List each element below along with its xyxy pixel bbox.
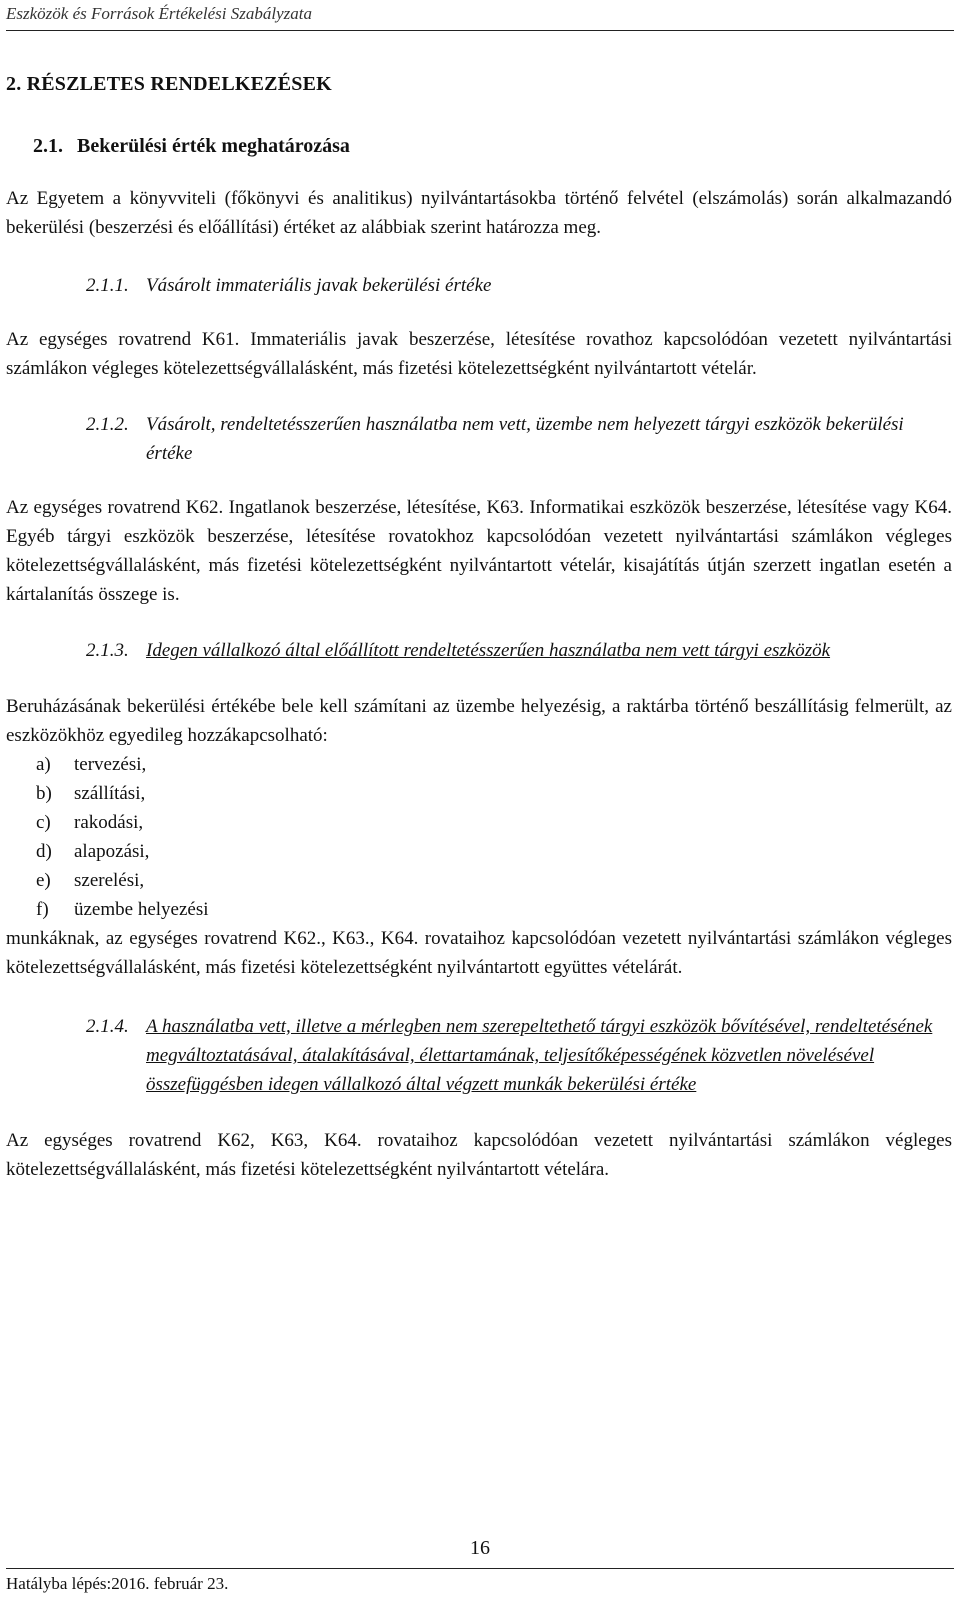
item-body-2-1-2: Az egységes rovatrend K62. Ingatlanok beszerzése, létesítése, K63. Informatikai eszközök beszerzése, létesítése vagy K64. Egyéb tárgyi eszközök beszerzése, létesítése rovatokhoz kapcsolódóan vezetett nyilvántartási számlákon végleges kötelezettségvállalásként, más fizetési kötelezettségként nyilvántartott vételár, kisajátítás útján szerzett ingatlan esetén a kártalanítás összege is. <box>6 497 952 605</box>
item-number: 2.1.3. <box>86 640 129 661</box>
running-header: Eszközök és Források Értékelési Szabályzata <box>6 4 954 31</box>
item-heading-2-1-2 <box>86 410 952 468</box>
item-number: 2.1.2. <box>86 414 129 435</box>
subsection-number: 2.1. <box>33 135 63 157</box>
item-heading-2-1-4 <box>86 1012 952 1099</box>
section-heading: 2. RÉSZLETES RENDELKEZÉSEK <box>6 73 332 95</box>
list-item: f) üzembe helyezési <box>36 899 209 920</box>
document-body <box>6 62 952 1184</box>
item-title: Idegen vállalkozó által előállított rendeltetésszerűen használatba nem vett tárgyi eszközök <box>146 640 831 661</box>
list-item: e) szerelési, <box>36 870 145 891</box>
item-number: 2.1.1. <box>86 275 129 296</box>
item-title: Vásárolt, rendeltetésszerűen használatba nem vett, üzembe nem helyezett tárgyi eszközök bekerülési értéke <box>146 414 904 464</box>
page-number: 16 <box>470 1537 490 1559</box>
cost-list <box>6 750 952 924</box>
item-number: 2.1.4. <box>86 1016 129 1037</box>
list-item: a) tervezési, <box>36 754 147 775</box>
item-heading-2-1-1 <box>86 271 952 300</box>
list-item: c) rakodási, <box>36 812 144 833</box>
effective-date: Hatályba lépés:2016. február 23. <box>6 1568 954 1594</box>
subsection-title: Bekerülési érték meghatározása <box>77 135 350 157</box>
item-heading-2-1-3 <box>86 636 952 665</box>
subsection-heading <box>33 135 952 158</box>
item-title: Vásárolt immateriális javak bekerülési értéke <box>146 275 492 296</box>
item-body-2-1-3: Beruházásának bekerülési értékébe bele kell számítani az üzembe helyezésig, a raktárba történő beszállításig felmerült, az eszközökhöz egyedileg hozzákapcsolható: <box>6 696 952 746</box>
intro-paragraph: Az Egyetem a könyvviteli (főkönyvi és analitikus) nyilvántartásokba történő felvétel (elszámolás) során alkalmazandó bekerülési (beszerzési és előállítási) értéket az alábbiak szerint határozza meg. <box>6 188 952 238</box>
item-body-2-1-3-after: munkáknak, az egységes rovatrend K62., K63., K64. rovataihoz kapcsolódóan vezetett nyilvántartási számlákon végleges kötelezettségvállalásként, más fizetési kötelezettségként nyilvántartott együttes vételárát. <box>6 928 952 978</box>
list-item: b) szállítási, <box>36 783 146 804</box>
item-title: A használatba vett, illetve a mérlegben nem szerepeltethető tárgyi eszközök bővítésével, rendeltetésének megváltoztatásával, átalakításával, élettartamának, teljesítőképességének közvetlen növelésével összefüggésben idegen vállalkozó által végzett munkák bekerülési értéke <box>146 1016 933 1095</box>
item-body-2-1-1: Az egységes rovatrend K61. Immateriális javak beszerzése, létesítése rovathoz kapcsolódóan vezetett nyilvántartási számlákon végleges kötelezettségvállalásként, más fizetési kötelezettségként nyilvántartott vételár. <box>6 329 952 379</box>
list-item: d) alapozási, <box>36 841 150 862</box>
item-body-2-1-4: Az egységes rovatrend K62, K63, K64. rovataihoz kapcsolódóan vezetett nyilvántartási számlákon végleges kötelezettségvállalásként, más fizetési kötelezettségként nyilvántartott vételára. <box>6 1130 952 1180</box>
